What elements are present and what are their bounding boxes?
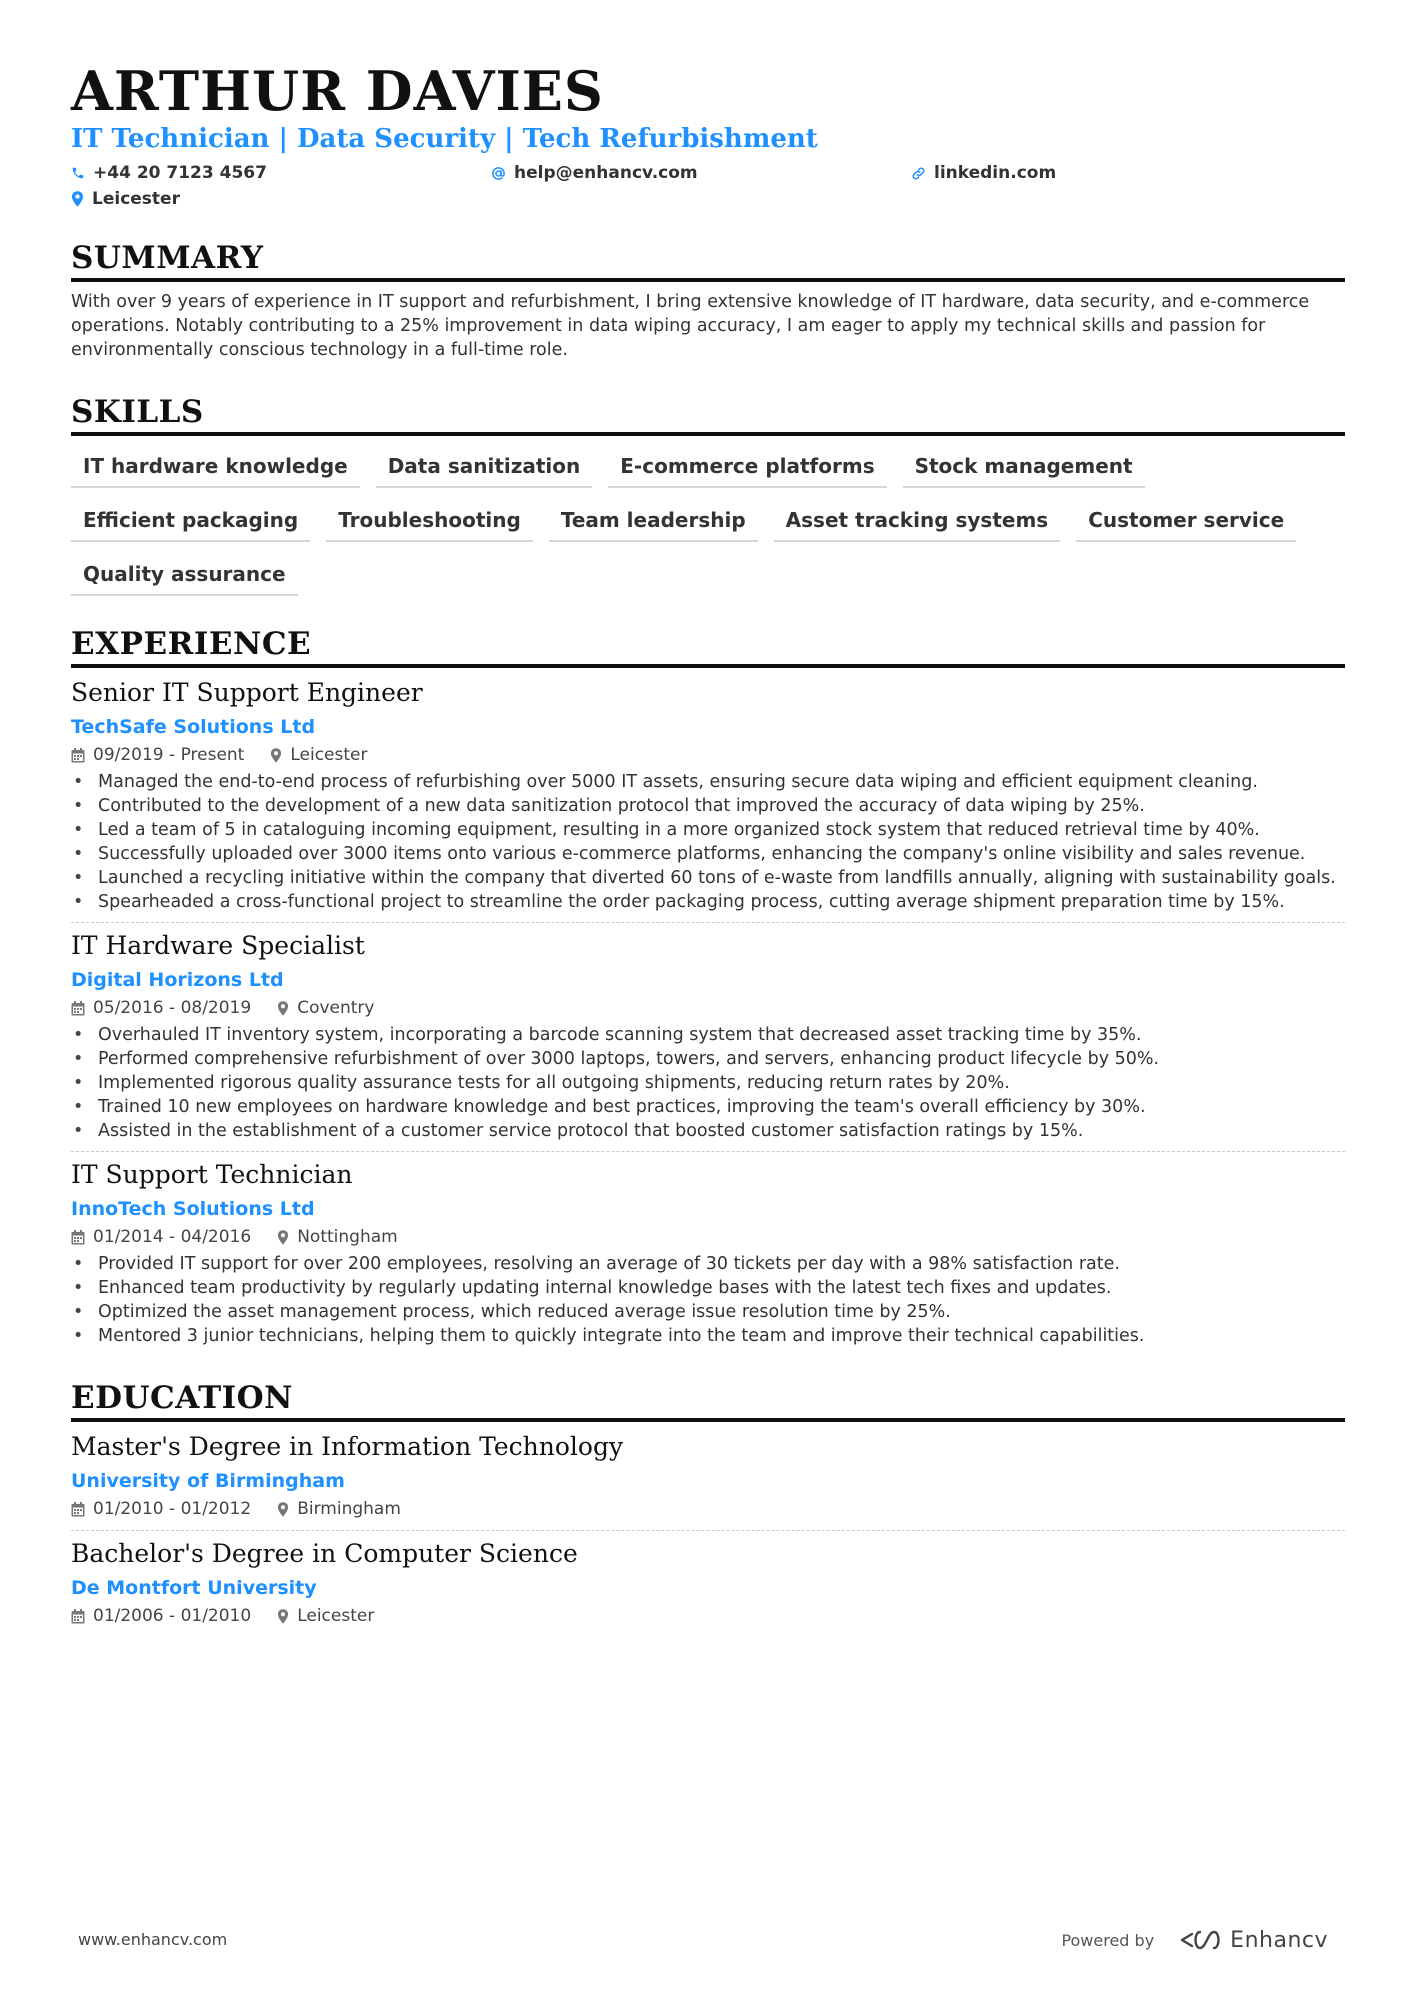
education-meta [71,1603,1345,1629]
phone-icon [71,166,85,180]
phone-text: +44 20 7123 4567 [93,163,267,183]
calendar-icon [71,748,85,763]
skill-tag: Team leadership [549,502,758,542]
skills-list [71,448,1345,610]
education-location [277,1606,374,1626]
skill-tag: Quality assurance [71,556,298,596]
link-icon [911,166,926,181]
education-entry [71,1530,1345,1637]
contact-phone [71,160,491,186]
bullet-item: • Assisted in the establishment of a customer service protocol that boosted customer satisfaction ratings by 15%. [71,1119,1345,1143]
job-meta [71,742,1345,768]
education-location-text: Leicester [297,1606,375,1626]
bullet-item: • Led a team of 5 in cataloguing incoming equipment, resulting in a more organized stock system that reduced retrieval time by 40%. [71,818,1345,842]
company-name: TechSafe Solutions Ltd [71,716,316,738]
bullet-item: • Mentored 3 junior technicians, helping them to quickly integrate into the team and improve their technical capabilities. [71,1324,1345,1348]
skill-tag: IT hardware knowledge [71,448,360,488]
linkedin-link[interactable]: linkedin.com [934,163,1057,183]
footer-url-link[interactable]: www.enhancv.com [78,1930,228,1949]
email-link[interactable]: help@enhancv.com [514,163,698,183]
job-dates: 05/2016 - 08/2019 [93,998,252,1018]
bullet-item: • Enhanced team productivity by regularly updating internal knowledge bases with the latest tech fixes and updates. [71,1276,1345,1300]
bullet-item: • Contributed to the development of a new data sanitization protocol that improved the accuracy of data wiping by 25%. [71,794,1345,818]
contact-linkedin[interactable] [911,160,1331,186]
resume-page [71,58,1345,1637]
education-meta [71,1496,1345,1522]
experience-section [71,624,1345,1356]
bullet-item: • Provided IT support for over 200 employees, resolving an average of 30 tickets per day with a 98% satisfaction rate. [71,1252,1345,1276]
bullet-item: • Managed the end-to-end process of refurbishing over 5000 IT assets, ensuring secure data wiping and efficient equipment cleaning. [71,770,1345,794]
skills-section [71,392,1345,610]
location-pin-icon [277,1001,289,1016]
experience-heading: EXPERIENCE [71,624,1345,668]
location-pin-icon [277,1230,289,1245]
experience-entry [71,922,1345,1151]
summary-section [71,238,1345,362]
school-name: University of Birmingham [71,1470,345,1492]
job-location [270,745,367,765]
skill-tag: Data sanitization [376,448,593,488]
contact-location [71,186,491,212]
calendar-icon [71,1230,85,1245]
location-pin-icon [277,1502,289,1517]
powered-by-label: Powered by [1061,1930,1155,1950]
skill-tag: Efficient packaging [71,502,310,542]
job-meta [71,1224,1345,1250]
job-location [277,1227,398,1247]
degree-title: Bachelor's Degree in Computer Science [71,1539,578,1568]
education-section [71,1378,1345,1637]
bullet-item: • Implemented rigorous quality assurance tests for all outgoing shipments, reducing return rates by 20%. [71,1071,1345,1095]
page-footer [78,1922,1328,1962]
location-pin-icon [277,1609,289,1624]
company-name: Digital Horizons Ltd [71,969,284,991]
job-bullets [71,1252,1345,1348]
experience-entry [71,676,1345,922]
job-location-text: Leicester [290,745,368,765]
education-heading: EDUCATION [71,1378,1345,1422]
powered-by[interactable] [1061,1922,1328,1958]
candidate-name: ARTHUR DAVIES [71,59,604,123]
degree-title: Master's Degree in Information Technology [71,1432,624,1461]
education-entry [71,1430,1345,1530]
school-name: De Montfort University [71,1577,317,1599]
contact-email[interactable] [491,160,911,186]
bullet-item: • Launched a recycling initiative within the company that diverted 60 tons of e-waste from landfills annually, aligning with sustainability goals. [71,866,1345,890]
skill-tag: Customer service [1076,502,1296,542]
job-role: IT Hardware Specialist [71,931,365,960]
job-dates: 09/2019 - Present [93,745,245,765]
job-bullets [71,770,1345,914]
summary-heading: SUMMARY [71,238,1345,282]
skill-tag: Stock management [903,448,1145,488]
location-text: Leicester [92,189,180,209]
bullet-item: • Trained 10 new employees on hardware knowledge and best practices, improving the team's overall efficiency by 30%. [71,1095,1345,1119]
calendar-icon [71,1502,85,1517]
job-location-text: Nottingham [297,1227,398,1247]
skill-tag: E-commerce platforms [608,448,886,488]
skills-heading: SKILLS [71,392,1345,436]
job-role: Senior IT Support Engineer [71,678,423,707]
at-icon [491,166,506,181]
bullet-item: • Overhauled IT inventory system, incorporating a barcode scanning system that decreased asset tracking time by 35%. [71,1023,1345,1047]
skill-tag: Asset tracking systems [774,502,1061,542]
location-pin-icon [71,191,84,207]
job-location [277,998,374,1018]
bullet-item: • Optimized the asset management process, which reduced average issue resolution time by 25%. [71,1300,1345,1324]
education-location-text: Birmingham [297,1499,401,1519]
location-pin-icon [270,748,282,763]
summary-text: With over 9 years of experience in IT support and refurbishment, I bring extensive knowledge of IT hardware, data security, and e-commerce operations. Notably contributing to a 25% improvement in data wiping accuracy, I am eager to apply my technical skills and passion for environmentally conscious technology in a full-time role. [71,292,1310,360]
resume-header [71,58,1345,212]
bullet-item: • Spearheaded a cross-functional project to streamline the order packaging process, cutting average shipment preparation time by 15%. [71,890,1345,914]
calendar-icon [71,1609,85,1624]
bullet-item: • Successfully uploaded over 3000 items onto various e-commerce platforms, enhancing the company's online visibility and sales revenue. [71,842,1345,866]
experience-entry [71,1151,1345,1356]
company-name: InnoTech Solutions Ltd [71,1198,315,1220]
enhancv-logo-icon [1178,1928,1224,1952]
skill-tag: Troubleshooting [326,502,533,542]
education-location [277,1499,401,1519]
education-dates: 01/2006 - 01/2010 [93,1606,252,1626]
job-meta [71,995,1345,1021]
contact-list [71,160,1345,212]
job-location-text: Coventry [297,998,375,1018]
enhancv-brand: Enhancv [1230,1927,1328,1953]
education-dates: 01/2010 - 01/2012 [93,1499,252,1519]
candidate-title: IT Technician | Data Security | Tech Refurbishment [71,124,818,154]
job-role: IT Support Technician [71,1160,353,1189]
calendar-icon [71,1001,85,1016]
job-bullets [71,1023,1345,1143]
bullet-item: • Performed comprehensive refurbishment of over 3000 laptops, towers, and servers, enhancing product lifecycle by 50%. [71,1047,1345,1071]
job-dates: 01/2014 - 04/2016 [93,1227,252,1247]
